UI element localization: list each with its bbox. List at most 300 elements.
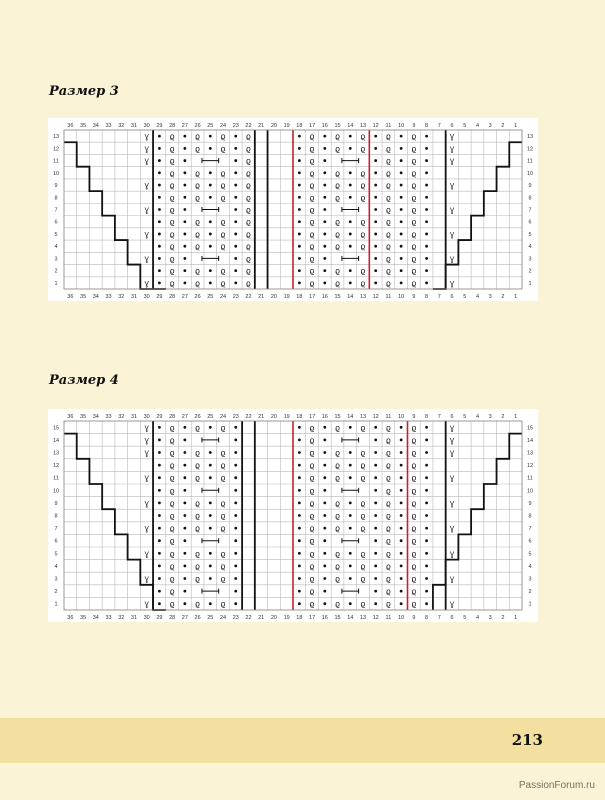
column-label: 32: [118, 294, 125, 300]
bullet-dot-icon: [298, 451, 301, 454]
yarn-over-purl-loop-icon: ϱ: [309, 486, 315, 496]
yarn-over-purl-loop-icon: ϱ: [386, 193, 391, 203]
column-label: 9: [412, 414, 416, 420]
yarn-over-purl-loop-icon: ϱ: [411, 217, 417, 227]
bullet-dot-icon: [234, 539, 237, 542]
bullet-dot-icon: [158, 281, 161, 284]
slanted-k-icon: Ɣ: [449, 207, 455, 215]
yarn-over-purl-loop-icon: ϱ: [309, 229, 315, 239]
column-label: 3: [488, 615, 492, 621]
yarn-over-purl-loop-icon: ϱ: [360, 168, 366, 178]
column-label: 4: [475, 615, 480, 621]
slanted-k-icon: Ɣ: [449, 450, 455, 458]
bullet-dot-icon: [400, 539, 403, 542]
bullet-dot-icon: [323, 220, 326, 223]
bullet-dot-icon: [349, 171, 352, 174]
column-label: 36: [67, 414, 74, 420]
bullet-dot-icon: [374, 489, 377, 492]
yarn-over-purl-loop-icon: ϱ: [195, 473, 200, 483]
yarn-over-purl-loop-icon: ϱ: [411, 266, 417, 276]
column-label: 36: [67, 615, 74, 621]
bullet-dot-icon: [400, 577, 403, 580]
column-label: 18: [296, 294, 303, 300]
bullet-dot-icon: [158, 514, 161, 517]
slanted-k-icon: Ɣ: [144, 256, 149, 264]
yarn-over-purl-loop-icon: ϱ: [169, 156, 175, 166]
column-label: 4: [475, 414, 480, 420]
bullet-dot-icon: [298, 233, 301, 236]
bullet-dot-icon: [183, 135, 186, 138]
column-label: 24: [219, 123, 227, 129]
bullet-dot-icon: [323, 147, 326, 150]
yarn-over-purl-loop-icon: ϱ: [335, 574, 340, 584]
bullet-dot-icon: [209, 281, 212, 284]
bullet-dot-icon: [425, 269, 428, 272]
row-label: 11: [53, 475, 59, 482]
yarn-over-purl-loop-icon: ϱ: [386, 524, 391, 534]
column-label: 24: [219, 615, 227, 621]
yarn-over-purl-loop-icon: ϱ: [386, 278, 391, 288]
yarn-over-purl-loop-icon: ϱ: [360, 473, 366, 483]
column-label: 11: [385, 615, 392, 621]
bullet-dot-icon: [234, 451, 237, 454]
bullet-dot-icon: [349, 527, 352, 530]
yarn-over-purl-loop-icon: ϱ: [195, 448, 200, 458]
yarn-over-purl-loop-icon: ϱ: [335, 448, 340, 458]
bullet-dot-icon: [374, 196, 377, 199]
yarn-over-purl-loop-icon: ϱ: [246, 205, 251, 215]
column-label: 19: [283, 123, 290, 129]
column-label: 11: [385, 123, 392, 129]
yarn-over-purl-loop-icon: ϱ: [220, 524, 226, 534]
yarn-over-purl-loop-icon: ϱ: [360, 423, 366, 433]
bullet-dot-icon: [323, 281, 326, 284]
row-label: 3: [528, 256, 532, 263]
slanted-k-icon: Ɣ: [144, 576, 149, 584]
bullet-dot-icon: [349, 552, 352, 555]
yarn-over-purl-loop-icon: ϱ: [386, 205, 391, 215]
bullet-dot-icon: [209, 527, 212, 530]
bullet-dot-icon: [298, 552, 301, 555]
yarn-over-purl-loop-icon: ϱ: [411, 132, 417, 142]
yarn-over-purl-loop-icon: ϱ: [309, 498, 315, 508]
row-label: 3: [528, 576, 532, 583]
column-label: 3: [488, 123, 492, 129]
row-label: 4: [54, 563, 58, 570]
yarn-over-purl-loop-icon: ϱ: [246, 132, 251, 142]
bullet-dot-icon: [374, 514, 377, 517]
column-label: 3: [488, 294, 492, 300]
bullet-dot-icon: [349, 464, 352, 467]
bullet-dot-icon: [425, 184, 428, 187]
bullet-dot-icon: [298, 539, 301, 542]
yarn-over-purl-loop-icon: ϱ: [386, 242, 391, 252]
bullet-dot-icon: [374, 451, 377, 454]
bullet-dot-icon: [400, 502, 403, 505]
row-label: 11: [527, 158, 533, 165]
column-label: 6: [450, 294, 454, 300]
column-label: 8: [425, 123, 429, 129]
bullet-dot-icon: [374, 590, 377, 593]
column-label: 27: [181, 294, 188, 300]
column-label: 8: [425, 414, 429, 420]
yarn-over-purl-loop-icon: ϱ: [335, 229, 340, 239]
column-label: 24: [219, 414, 227, 420]
row-label: 8: [528, 195, 532, 202]
column-label: 20: [270, 414, 277, 420]
yarn-over-purl-loop-icon: ϱ: [169, 549, 175, 559]
bullet-dot-icon: [374, 527, 377, 530]
yarn-over-purl-loop-icon: ϱ: [360, 498, 366, 508]
column-label: 22: [245, 615, 252, 621]
slanted-k-icon: Ɣ: [144, 158, 149, 166]
bullet-dot-icon: [425, 539, 428, 542]
column-label: 5: [463, 294, 467, 300]
bullet-dot-icon: [234, 489, 237, 492]
bullet-dot-icon: [298, 527, 301, 530]
yarn-over-purl-loop-icon: ϱ: [309, 473, 315, 483]
yarn-over-purl-loop-icon: ϱ: [360, 599, 366, 609]
column-label: 34: [92, 123, 99, 129]
bullet-dot-icon: [298, 489, 301, 492]
bullet-dot-icon: [400, 220, 403, 223]
bullet-dot-icon: [209, 502, 212, 505]
row-label: 13: [52, 450, 60, 457]
bullet-dot-icon: [158, 220, 161, 223]
row-label: 7: [54, 526, 58, 533]
yarn-over-purl-loop-icon: ϱ: [169, 254, 175, 264]
yarn-over-purl-loop-icon: ϱ: [169, 561, 175, 571]
column-label: 13: [359, 123, 367, 129]
column-label: 15: [334, 414, 341, 420]
yarn-over-purl-loop-icon: ϱ: [220, 561, 226, 571]
bullet-dot-icon: [374, 464, 377, 467]
bullet-dot-icon: [374, 171, 377, 174]
bullet-dot-icon: [158, 565, 161, 568]
column-label: 7: [437, 123, 441, 129]
bullet-dot-icon: [374, 602, 377, 605]
row-label: 6: [54, 538, 58, 545]
bullet-dot-icon: [183, 245, 186, 248]
yarn-over-purl-loop-icon: ϱ: [411, 229, 417, 239]
slanted-k-icon: Ɣ: [449, 601, 455, 609]
yarn-over-purl-loop-icon: ϱ: [246, 266, 251, 276]
yarn-over-purl-loop-icon: ϱ: [386, 536, 391, 546]
bullet-dot-icon: [158, 527, 161, 530]
yarn-over-purl-loop-icon: ϱ: [169, 486, 175, 496]
column-label: 36: [67, 123, 74, 129]
row-label: 5: [528, 551, 532, 558]
bullet-dot-icon: [323, 171, 326, 174]
row-label: 4: [54, 244, 58, 251]
yarn-over-purl-loop-icon: ϱ: [169, 435, 175, 445]
row-label: 12: [526, 463, 534, 470]
yarn-over-purl-loop-icon: ϱ: [195, 561, 200, 571]
yarn-over-purl-loop-icon: ϱ: [411, 181, 417, 191]
yarn-over-purl-loop-icon: ϱ: [169, 524, 175, 534]
bullet-dot-icon: [234, 426, 237, 429]
column-label: 15: [334, 123, 341, 129]
bullet-dot-icon: [349, 476, 352, 479]
column-label: 32: [118, 123, 125, 129]
bullet-dot-icon: [209, 514, 212, 517]
bullet-dot-icon: [323, 476, 326, 479]
yarn-over-purl-loop-icon: ϱ: [309, 156, 315, 166]
column-label: 22: [245, 123, 252, 129]
bullet-dot-icon: [349, 220, 352, 223]
yarn-over-purl-loop-icon: ϱ: [246, 217, 251, 227]
slanted-k-icon: Ɣ: [449, 437, 455, 445]
watermark-text: PassionForum.ru: [518, 780, 595, 791]
bullet-dot-icon: [400, 171, 403, 174]
row-label: 13: [526, 134, 534, 141]
column-label: 21: [258, 294, 265, 300]
row-label: 8: [528, 513, 532, 520]
bullet-dot-icon: [234, 208, 237, 211]
bullet-dot-icon: [374, 208, 377, 211]
bullet-dot-icon: [323, 451, 326, 454]
bullet-dot-icon: [400, 451, 403, 454]
bullet-dot-icon: [234, 552, 237, 555]
slanted-k-icon: Ɣ: [144, 526, 149, 534]
bullet-dot-icon: [323, 514, 326, 517]
yarn-over-purl-loop-icon: ϱ: [335, 278, 340, 288]
yarn-over-purl-loop-icon: ϱ: [360, 448, 366, 458]
bullet-dot-icon: [425, 135, 428, 138]
bullet-dot-icon: [374, 159, 377, 162]
slanted-k-icon: Ɣ: [144, 183, 149, 191]
column-label: 33: [105, 294, 112, 300]
yarn-over-purl-loop-icon: ϱ: [360, 266, 366, 276]
bullet-dot-icon: [323, 426, 326, 429]
bullet-dot-icon: [349, 184, 352, 187]
yarn-over-purl-loop-icon: ϱ: [360, 229, 366, 239]
yarn-over-purl-loop-icon: ϱ: [246, 242, 251, 252]
bullet-dot-icon: [349, 565, 352, 568]
column-label: 36: [67, 294, 74, 300]
yarn-over-purl-loop-icon: ϱ: [169, 144, 175, 154]
bullet-dot-icon: [158, 171, 161, 174]
column-label: 23: [232, 615, 239, 621]
yarn-over-purl-loop-icon: ϱ: [386, 423, 391, 433]
row-label: 2: [528, 268, 532, 275]
column-label: 30: [143, 615, 150, 621]
row-label: 9: [528, 183, 532, 190]
yarn-over-purl-loop-icon: ϱ: [309, 561, 315, 571]
row-label: 1: [54, 601, 58, 608]
bullet-dot-icon: [425, 565, 428, 568]
bullet-dot-icon: [298, 269, 301, 272]
row-label: 5: [54, 551, 58, 558]
column-label: 26: [194, 615, 201, 621]
column-label: 14: [347, 615, 354, 621]
yarn-over-purl-loop-icon: ϱ: [360, 217, 366, 227]
bullet-dot-icon: [374, 281, 377, 284]
slanted-k-icon: Ɣ: [144, 134, 149, 142]
yarn-over-purl-loop-icon: ϱ: [335, 461, 340, 471]
yarn-over-purl-loop-icon: ϱ: [335, 193, 340, 203]
bullet-dot-icon: [425, 590, 428, 593]
yarn-over-purl-loop-icon: ϱ: [411, 193, 417, 203]
yarn-over-purl-loop-icon: ϱ: [246, 229, 251, 239]
column-label: 21: [258, 615, 265, 621]
column-label: 25: [207, 615, 214, 621]
row-label: 1: [528, 280, 532, 287]
yarn-over-purl-loop-icon: ϱ: [335, 549, 340, 559]
yarn-over-purl-loop-icon: ϱ: [411, 205, 417, 215]
column-label: 10: [398, 414, 405, 420]
yarn-over-purl-loop-icon: ϱ: [195, 524, 200, 534]
bullet-dot-icon: [400, 590, 403, 593]
column-label: 28: [169, 294, 176, 300]
yarn-over-purl-loop-icon: ϱ: [169, 423, 175, 433]
yarn-over-purl-loop-icon: ϱ: [411, 448, 417, 458]
bullet-dot-icon: [400, 208, 403, 211]
column-label: 2: [501, 414, 505, 420]
yarn-over-purl-loop-icon: ϱ: [220, 423, 226, 433]
slanted-k-icon: Ɣ: [144, 425, 149, 433]
column-label: 23: [232, 414, 239, 420]
bullet-dot-icon: [298, 476, 301, 479]
column-label: 35: [80, 414, 87, 420]
yarn-over-purl-loop-icon: ϱ: [169, 587, 175, 597]
column-label: 22: [245, 294, 252, 300]
yarn-over-purl-loop-icon: ϱ: [411, 599, 417, 609]
bullet-dot-icon: [425, 281, 428, 284]
bullet-dot-icon: [400, 489, 403, 492]
row-label: 13: [526, 450, 534, 457]
bullet-dot-icon: [298, 147, 301, 150]
bullet-dot-icon: [158, 233, 161, 236]
yarn-over-purl-loop-icon: ϱ: [309, 574, 315, 584]
bullet-dot-icon: [400, 269, 403, 272]
bullet-dot-icon: [323, 439, 326, 442]
yarn-over-purl-loop-icon: ϱ: [169, 168, 175, 178]
yarn-over-purl-loop-icon: ϱ: [386, 168, 391, 178]
column-label: 2: [501, 615, 505, 621]
yarn-over-purl-loop-icon: ϱ: [360, 549, 366, 559]
bullet-dot-icon: [183, 208, 186, 211]
bullet-dot-icon: [298, 245, 301, 248]
chart-title-size4: Размер 4: [49, 373, 119, 388]
column-label: 22: [245, 414, 252, 420]
bullet-dot-icon: [425, 514, 428, 517]
bullet-dot-icon: [349, 233, 352, 236]
yarn-over-purl-loop-icon: ϱ: [335, 144, 340, 154]
slanted-k-icon: Ɣ: [449, 134, 455, 142]
bullet-dot-icon: [158, 464, 161, 467]
bullet-dot-icon: [209, 451, 212, 454]
bullet-dot-icon: [298, 602, 301, 605]
yarn-over-purl-loop-icon: ϱ: [411, 435, 417, 445]
bullet-dot-icon: [374, 220, 377, 223]
slanted-k-icon: Ɣ: [144, 146, 149, 154]
yarn-over-purl-loop-icon: ϱ: [169, 599, 175, 609]
yarn-over-purl-loop-icon: ϱ: [309, 448, 315, 458]
yarn-over-purl-loop-icon: ϱ: [386, 156, 391, 166]
column-label: 9: [412, 123, 416, 129]
bullet-dot-icon: [323, 159, 326, 162]
bullet-dot-icon: [323, 269, 326, 272]
bullet-dot-icon: [234, 196, 237, 199]
yarn-over-purl-loop-icon: ϱ: [386, 448, 391, 458]
bullet-dot-icon: [400, 476, 403, 479]
bullet-dot-icon: [400, 552, 403, 555]
bullet-dot-icon: [158, 602, 161, 605]
column-label: 32: [118, 615, 125, 621]
column-label: 35: [80, 123, 87, 129]
column-label: 16: [321, 615, 328, 621]
slanted-k-icon: Ɣ: [449, 576, 455, 584]
bullet-dot-icon: [158, 502, 161, 505]
bullet-dot-icon: [323, 539, 326, 542]
row-label: 12: [52, 146, 60, 153]
row-label: 14: [52, 437, 60, 444]
bullet-dot-icon: [298, 439, 301, 442]
bullet-dot-icon: [425, 464, 428, 467]
bullet-dot-icon: [425, 147, 428, 150]
row-label: 1: [54, 280, 58, 287]
yarn-over-purl-loop-icon: ϱ: [220, 549, 226, 559]
bullet-dot-icon: [183, 147, 186, 150]
row-label: 7: [528, 526, 532, 533]
bullet-dot-icon: [234, 527, 237, 530]
bullet-dot-icon: [158, 577, 161, 580]
yarn-over-purl-loop-icon: ϱ: [195, 168, 200, 178]
bullet-dot-icon: [209, 147, 212, 150]
yarn-over-purl-loop-icon: ϱ: [220, 473, 226, 483]
bullet-dot-icon: [400, 147, 403, 150]
yarn-over-purl-loop-icon: ϱ: [246, 156, 251, 166]
bullet-dot-icon: [183, 196, 186, 199]
bullet-dot-icon: [183, 233, 186, 236]
bullet-dot-icon: [374, 233, 377, 236]
row-label: 2: [54, 589, 58, 596]
column-label: 18: [296, 414, 303, 420]
yarn-over-purl-loop-icon: ϱ: [411, 486, 417, 496]
bullet-dot-icon: [425, 171, 428, 174]
bullet-dot-icon: [183, 426, 186, 429]
slanted-k-icon: Ɣ: [449, 231, 455, 239]
yarn-over-purl-loop-icon: ϱ: [195, 511, 200, 521]
yarn-over-purl-loop-icon: ϱ: [411, 278, 417, 288]
yarn-over-purl-loop-icon: ϱ: [169, 278, 175, 288]
slanted-k-icon: Ɣ: [449, 183, 455, 191]
yarn-over-purl-loop-icon: ϱ: [195, 574, 200, 584]
yarn-over-purl-loop-icon: ϱ: [195, 278, 200, 288]
bullet-dot-icon: [298, 184, 301, 187]
bullet-dot-icon: [425, 426, 428, 429]
bullet-dot-icon: [425, 552, 428, 555]
yarn-over-purl-loop-icon: ϱ: [360, 132, 366, 142]
bullet-dot-icon: [234, 577, 237, 580]
column-label: 12: [372, 615, 379, 621]
column-label: 30: [143, 294, 150, 300]
row-label: 13: [52, 134, 60, 141]
yarn-over-purl-loop-icon: ϱ: [411, 254, 417, 264]
column-label: 18: [296, 615, 303, 621]
bullet-dot-icon: [183, 590, 186, 593]
bullet-dot-icon: [349, 269, 352, 272]
yarn-over-purl-loop-icon: ϱ: [309, 599, 315, 609]
bullet-dot-icon: [425, 527, 428, 530]
bullet-dot-icon: [234, 220, 237, 223]
yarn-over-purl-loop-icon: ϱ: [309, 536, 315, 546]
slanted-k-icon: Ɣ: [449, 146, 455, 154]
bullet-dot-icon: [425, 257, 428, 260]
bullet-dot-icon: [425, 502, 428, 505]
bullet-dot-icon: [298, 502, 301, 505]
